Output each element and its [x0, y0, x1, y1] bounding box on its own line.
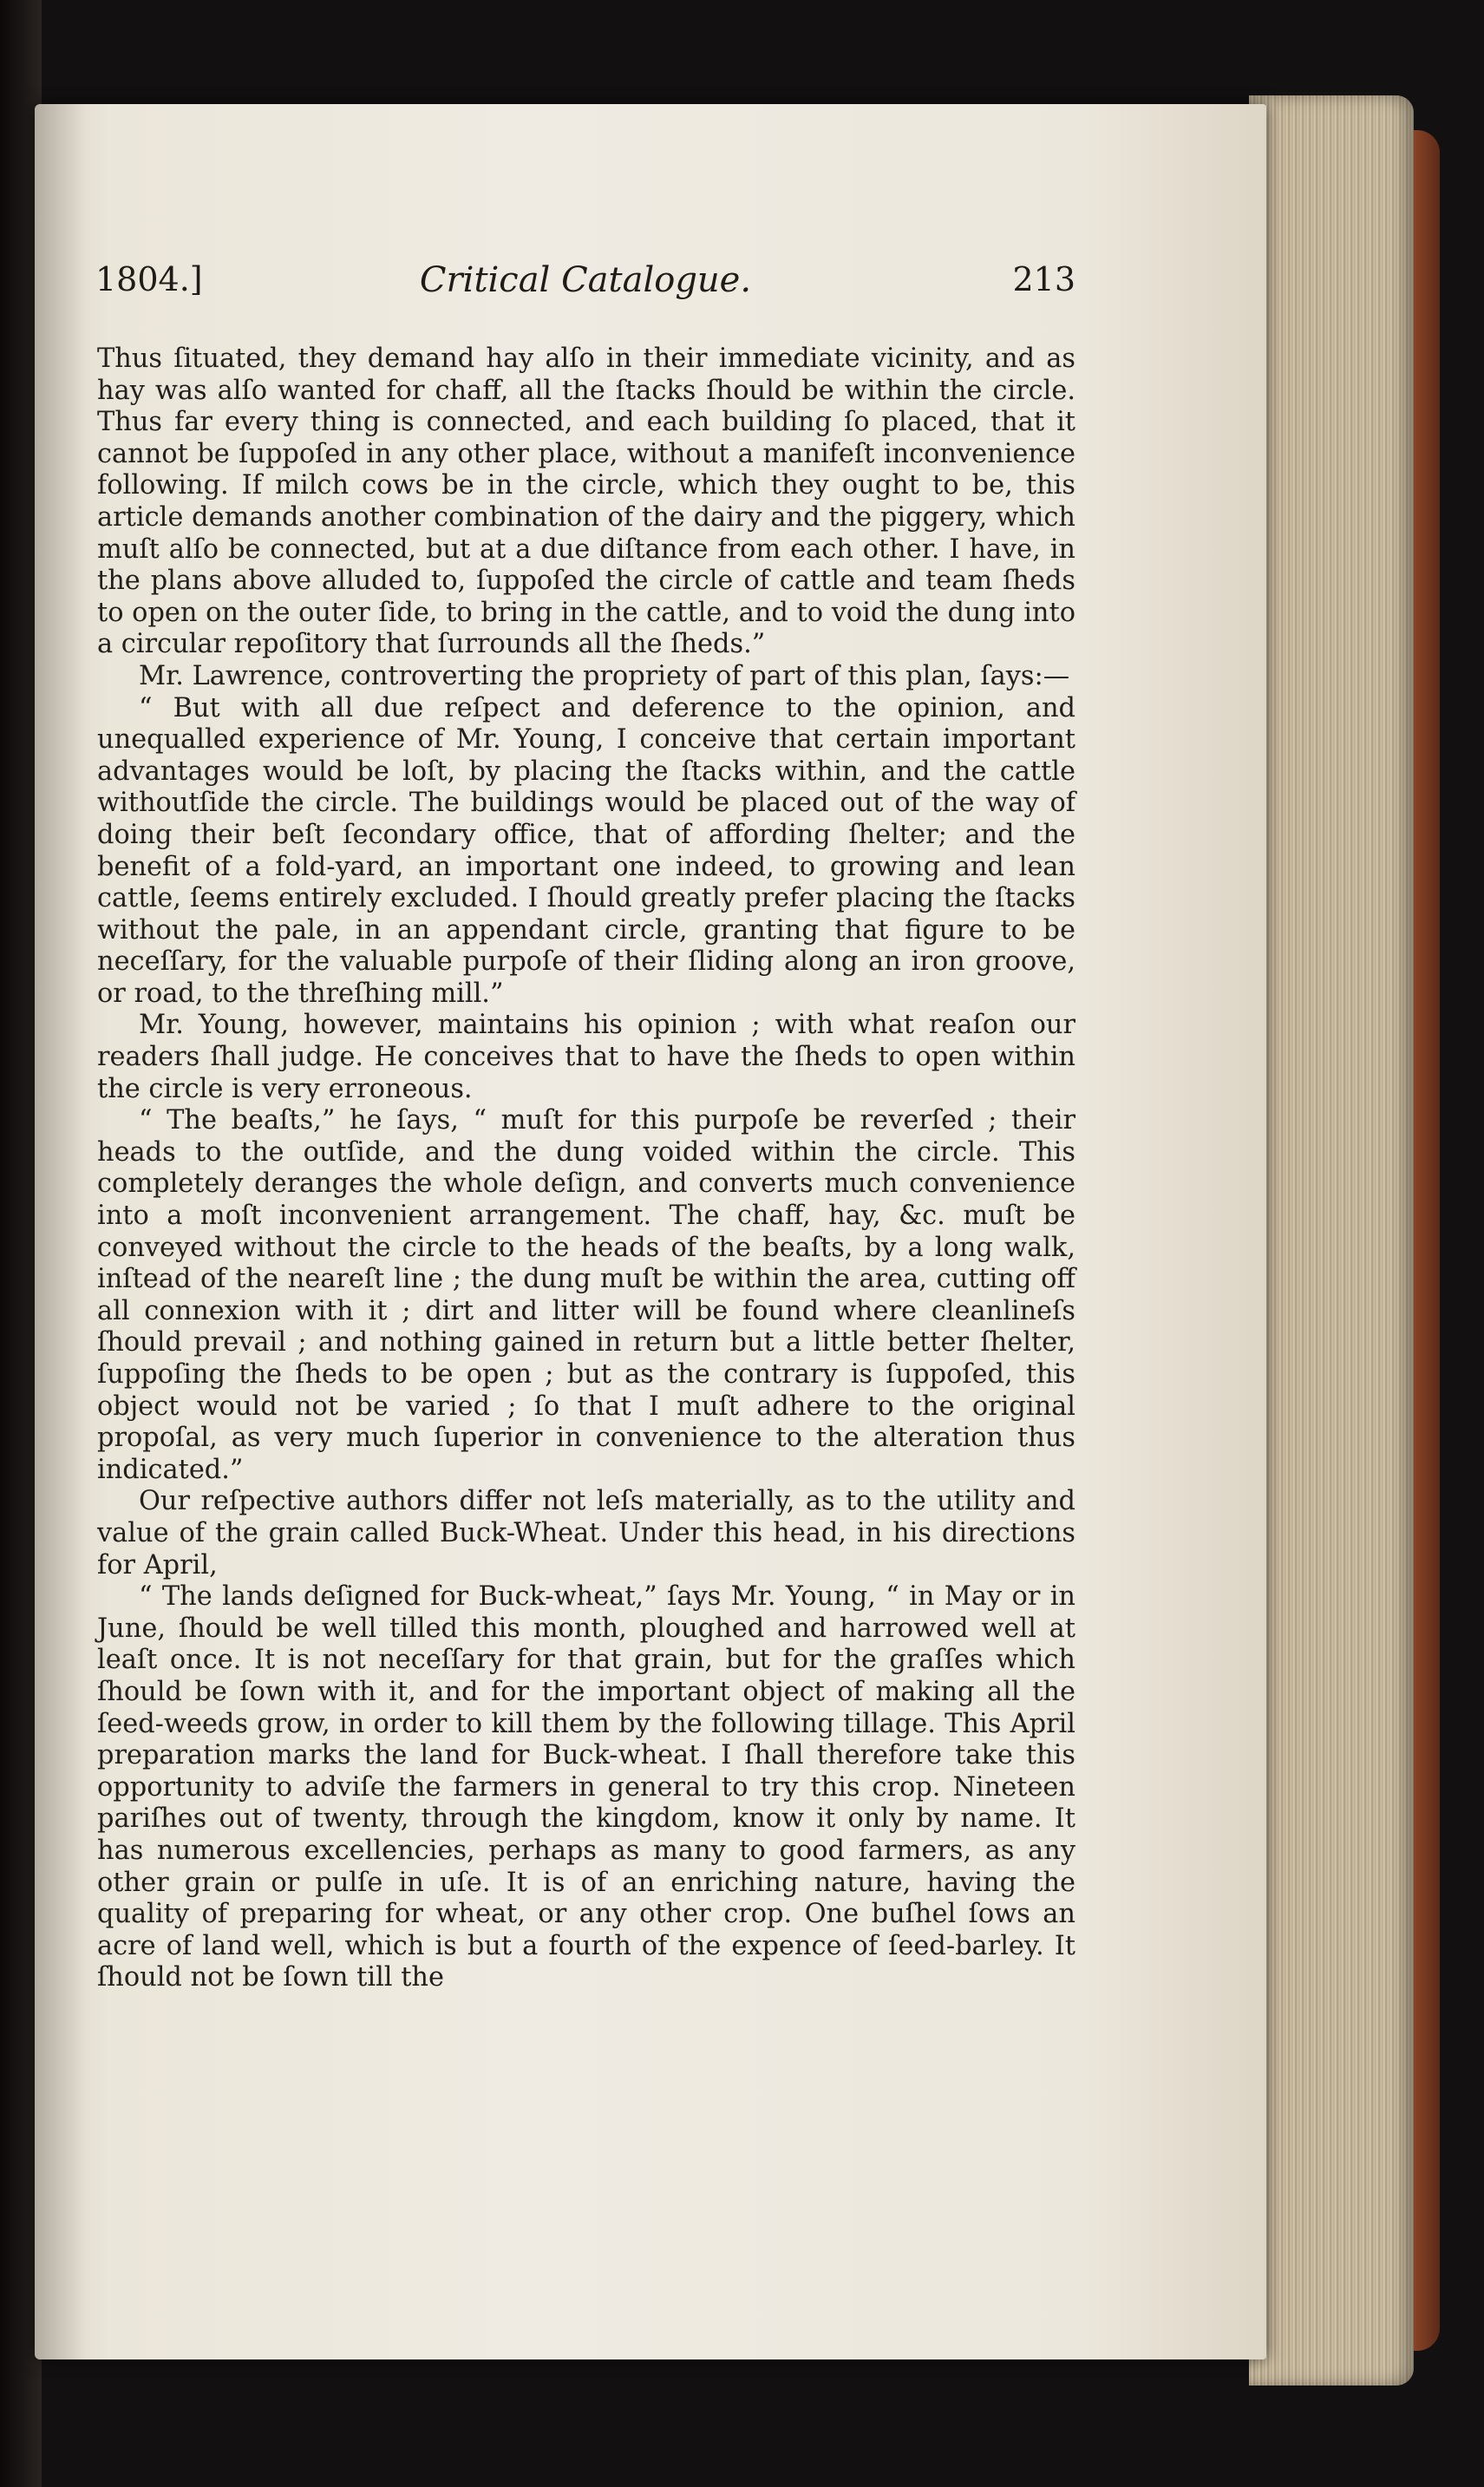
- running-head-year: 1804.]: [95, 260, 203, 298]
- paragraph: Thus ſituated, they demand hay alſo in their immediate vicinity, and as hay was alſo wanted for chaff, all the ſtacks ſhould be within the circle. Thus far every thing is connected, and each building ſo placed, that it cannot be ſuppoſed in any other place, without a manifeſt inconvenience following. If milch cows be in the circle, which they ought to be, this article demands another combination of the dairy and the piggery, which muſt alſo be connected, but at a due diſtance from each other. I have, in the plans above alluded to, ſuppoſed the circle of cattle and team ſheds to open on the outer ſide, to bring in the cattle, and to void the dung into a circular repoſitory that ſurrounds all the ſheds.”: [97, 344, 1075, 660]
- page-number: 213: [1012, 260, 1075, 298]
- paragraph: “ But with all due reſpect and deference to the opinion, and unequalled experience of Mr. Young, I conceive that certain important advantages would be loſt, by placing the ſtacks within, and the cattle withoutſide the circle. The buildings would be placed out of the way of doing their beſt ſecondary office, that of affording ſhelter; and the benefit of a fold-yard, an important one indeed, to growing and lean cattle, ſeems entirely excluded. I ſhould greatly prefer placing the ſtacks without the pale, in an appendant circle, granting that figure to be neceſſary, for the valuable purpoſe of their ſliding along an iron groove, or road, to the threſhing mill.”: [97, 692, 1075, 1009]
- page-stack-edges: [1249, 95, 1414, 2386]
- paragraph: “ The lands deſigned for Buck-wheat,” ſays Mr. Young, “ in May or in June, ſhould be well tilled this month, ploughed and harrowed well at leaſt once. It is not neceſſary for that grain, but for the graſſes which ſhould be ſown with it, and for the important object of making all the ſeed-weeds grow, in order to kill them by the following tillage. This April preparation marks the land for Buck-wheat. I ſhall therefore take this opportunity to adviſe the farmers in general to try this crop. Nineteen pariſhes out of twenty, through the kingdom, know it only by name. It has numerous excellencies, perhaps as many to good farmers, as any other grain or pulſe in uſe. It is of an enriching nature, having the quality of preparing for wheat, or any other crop. One buſhel ſows an acre of land well, which is but a fourth of the expence of ſeed-barley. It ſhould not be ſown till the: [97, 1581, 1075, 1993]
- paragraph: Mr. Young, however, maintains his opinion ; with what reaſon our readers ſhall judge. He conceives that to have the ſheds to open within the circle is very erroneous.: [97, 1010, 1075, 1104]
- paragraph: Our reſpective authors differ not leſs materially, as to the utility and value of the grain called Buck-Wheat. Under this head, in his directions for April,: [97, 1486, 1075, 1581]
- running-head: [95, 260, 1075, 312]
- paragraph: Mr. Lawrence, controverting the propriety of part of this plan, ſays:—: [139, 660, 1070, 691]
- paragraph: “ The beaſts,” he ſays, “ muſt for this purpoſe be reverſed ; their heads to the outſide, and the dung voided within the circle. This completely deranges the whole deſign, and converts much convenience into a moſt inconvenient arrangement. The chaff, hay, &c. muſt be conveyed without the circle to the heads of the beaſts, by a long walk, inſtead of the neareſt line ; the dung muſt be within the area, cutting off all connexion with it ; dirt and litter will be found where cleanlineſs ſhould prevail ; and nothing gained in return but a little better ſhelter, ſuppoſing the ſheds to be open ; but as the contrary is ſuppoſed, this object would not be varied ; ſo that I muſt adhere to the original propoſal, as very much ſuperior in convenience to the alteration thus indicated.”: [97, 1105, 1075, 1485]
- body-text: [97, 344, 1075, 1994]
- gutter-shadow: [35, 104, 87, 2359]
- running-head-title: Critical Catalogue.: [419, 260, 752, 300]
